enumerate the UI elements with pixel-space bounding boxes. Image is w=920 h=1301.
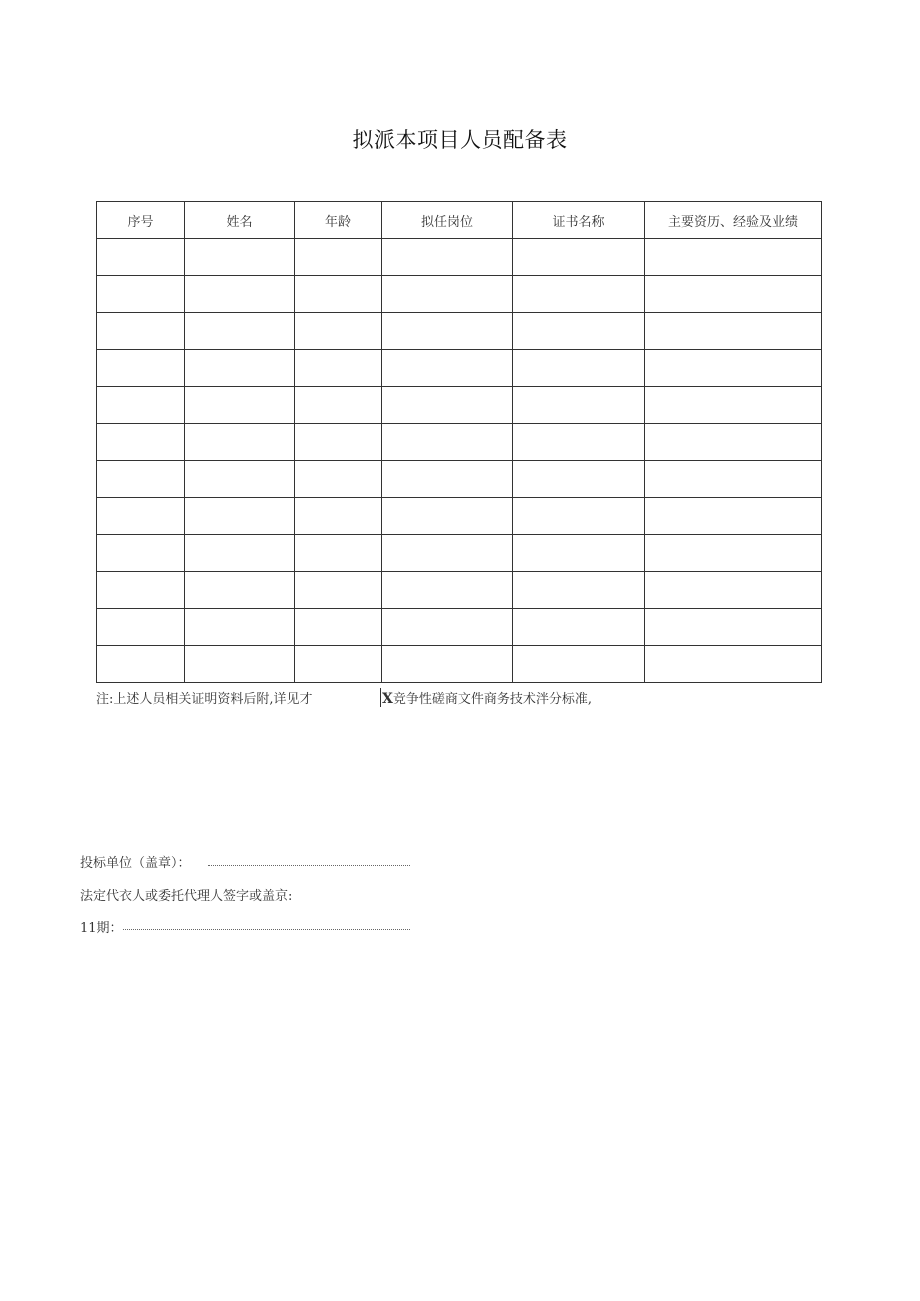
table-row (97, 461, 822, 498)
table-cell-experience (645, 276, 822, 313)
table-cell-experience (645, 424, 822, 461)
note-right-segment (380, 688, 592, 707)
table-cell-age (295, 461, 382, 498)
table-cell-index (97, 276, 185, 313)
table-cell-position (382, 313, 513, 350)
table-cell-position (382, 498, 513, 535)
table-cell-name (185, 387, 295, 424)
table-cell-position (382, 239, 513, 276)
table-cell-certificate (513, 461, 645, 498)
table-cell-certificate (513, 239, 645, 276)
table-cell-experience (645, 572, 822, 609)
table-cell-certificate (513, 572, 645, 609)
table-cell-age (295, 387, 382, 424)
table-cell-experience (645, 387, 822, 424)
table-cell-position (382, 535, 513, 572)
table-cell-age (295, 609, 382, 646)
table-cell-experience (645, 350, 822, 387)
table-cell-name (185, 239, 295, 276)
table-row (97, 646, 822, 683)
table-note (96, 688, 821, 707)
table-cell-experience (645, 609, 822, 646)
table-cell-index (97, 424, 185, 461)
note-x-mark: X (382, 691, 393, 707)
table-cell-name (185, 646, 295, 683)
table-cell-certificate (513, 609, 645, 646)
date-label: 11期： (80, 921, 123, 936)
table-cell-certificate (513, 498, 645, 535)
table-row (97, 239, 822, 276)
table-cell-certificate (513, 646, 645, 683)
table-header (97, 202, 822, 239)
column-header-experience: 主要资历、经验及业绩 (645, 202, 822, 239)
table-cell-age (295, 424, 382, 461)
table-cell-index (97, 646, 185, 683)
note-right-text: 竞争性磋商文件商务技术泮分标准, (392, 692, 593, 707)
table-row (97, 535, 822, 572)
table-cell-position (382, 646, 513, 683)
table-cell-experience (645, 313, 822, 350)
table-cell-age (295, 535, 382, 572)
column-header-index: 序号 (97, 202, 185, 239)
table-row (97, 313, 822, 350)
column-header-certificate: 证书名称 (513, 202, 645, 239)
table-cell-index (97, 313, 185, 350)
table-cell-name (185, 535, 295, 572)
table-cell-name (185, 572, 295, 609)
table-cell-position (382, 424, 513, 461)
table-cell-age (295, 239, 382, 276)
table-row (97, 424, 822, 461)
table-cell-position (382, 572, 513, 609)
table-cell-position (382, 609, 513, 646)
table-cell-age (295, 646, 382, 683)
table-cell-index (97, 572, 185, 609)
representative-label: 法定代衣人或委托代理人签字或盖京: (80, 889, 293, 904)
header-row (97, 202, 822, 239)
table-row (97, 572, 822, 609)
table-cell-experience (645, 461, 822, 498)
date-signature-line (123, 929, 410, 930)
table-cell-certificate (513, 424, 645, 461)
table-cell-experience (645, 646, 822, 683)
table-cell-experience (645, 239, 822, 276)
table-cell-name (185, 424, 295, 461)
table-cell-age (295, 498, 382, 535)
table-row (97, 387, 822, 424)
column-header-name: 姓名 (185, 202, 295, 239)
table-row (97, 498, 822, 535)
table-cell-index (97, 609, 185, 646)
table-cell-experience (645, 535, 822, 572)
table-cell-index (97, 350, 185, 387)
column-header-age: 年龄 (295, 202, 382, 239)
table-cell-experience (645, 498, 822, 535)
table-cell-position (382, 461, 513, 498)
table-cell-name (185, 350, 295, 387)
table-row (97, 350, 822, 387)
table-cell-age (295, 276, 382, 313)
table-cell-name (185, 609, 295, 646)
table-body (97, 239, 822, 683)
page-title: 拟派本项目人员配备表 (352, 128, 568, 152)
table-cell-position (382, 276, 513, 313)
column-header-position: 拟任岗位 (382, 202, 513, 239)
note-left-text: 注:上述人员相关证明资料后附,详见才 (96, 692, 313, 707)
table-cell-name (185, 498, 295, 535)
table-cell-position (382, 387, 513, 424)
table-cell-name (185, 276, 295, 313)
table-cell-index (97, 387, 185, 424)
table-cell-age (295, 350, 382, 387)
table-row (97, 609, 822, 646)
table-cell-certificate (513, 313, 645, 350)
table-row (97, 276, 822, 313)
table-cell-index (97, 239, 185, 276)
table-cell-name (185, 313, 295, 350)
table-cell-certificate (513, 535, 645, 572)
table-cell-certificate (513, 276, 645, 313)
table-cell-index (97, 498, 185, 535)
table-cell-age (295, 313, 382, 350)
table-cell-age (295, 572, 382, 609)
bidder-label: 投标单位（盖章）： (80, 856, 191, 871)
table-cell-certificate (513, 387, 645, 424)
bidder-signature-line (208, 865, 410, 866)
table-cell-index (97, 461, 185, 498)
table-cell-certificate (513, 350, 645, 387)
table-cell-index (97, 535, 185, 572)
table-cell-position (382, 350, 513, 387)
table-cell-name (185, 461, 295, 498)
staff-table (96, 201, 822, 683)
